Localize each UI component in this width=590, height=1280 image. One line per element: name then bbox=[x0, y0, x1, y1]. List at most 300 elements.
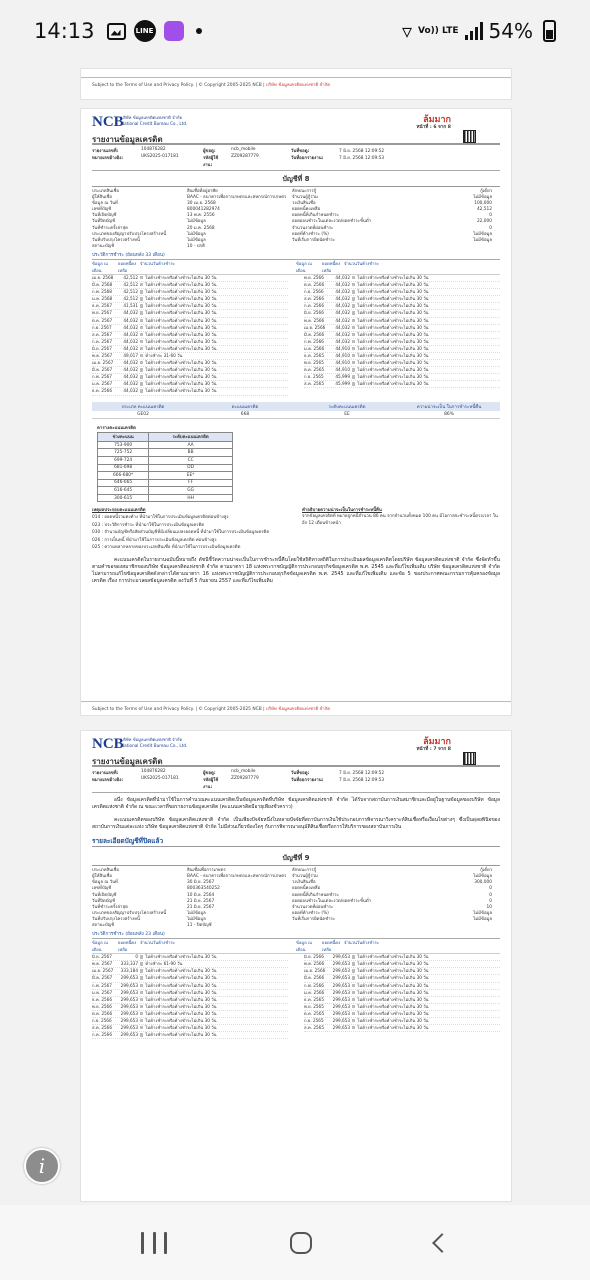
score-value: 668 bbox=[240, 411, 250, 417]
history-month: มิ.ย. 2566 bbox=[304, 310, 324, 316]
history-col-header: จำนวนวันค้างชำระ bbox=[344, 260, 379, 266]
credit-score-header bbox=[92, 402, 500, 411]
meta-value: 7 มิ.ย. 2568 12:09:52 bbox=[339, 771, 385, 776]
footer-link[interactable]: บริษัท ข้อมูลเครดิตแห่งชาติ จำกัด bbox=[266, 83, 331, 88]
field-label: วันที่ปรับปรุงโครงสร้างหนี้ bbox=[92, 916, 140, 922]
report-meta bbox=[92, 145, 500, 171]
field-label: สถานะบัญชี bbox=[92, 923, 115, 929]
field-label: ลักษณะการกู้ bbox=[292, 868, 317, 874]
history-status: ไม่ค้างชำระหรือค้างชำระไม่เกิน 30 วัน bbox=[140, 975, 288, 981]
history-month: พ.ย. 2566 bbox=[304, 274, 324, 280]
field-value: ไม่มีข้อมูล bbox=[187, 231, 206, 237]
field-value: สินเชื่อเพื่อการเกษตร bbox=[187, 868, 226, 874]
history-row bbox=[92, 353, 288, 360]
field-value: 11 - ปิดบัญชี bbox=[187, 923, 212, 929]
field-value bbox=[412, 923, 492, 929]
history-status: ไม่ค้างชำระหรือค้างชำระไม่เกิน 30 วัน bbox=[140, 968, 288, 974]
field-value: 10 มิ.ย. 2564 bbox=[187, 892, 215, 898]
history-month: มิ.ย. 2566 bbox=[304, 954, 324, 960]
account-fields bbox=[92, 189, 500, 250]
field-value: สินเชื่อที่อยู่อาศัย bbox=[187, 189, 218, 194]
history-balance: 44,032 bbox=[123, 388, 138, 394]
field-value: 100,000 bbox=[474, 201, 492, 207]
history-month: ก.พ. 2566 bbox=[304, 982, 324, 988]
history-balance: 299,653 bbox=[120, 1032, 138, 1038]
field-value bbox=[412, 244, 492, 250]
meta-label: วันที่ขอดู: bbox=[291, 771, 310, 776]
meta-value: ncb_mobile bbox=[231, 147, 256, 152]
history-status: ไม่ค้างชำระหรือค้างชำระไม่เกิน 30 วัน bbox=[140, 296, 288, 302]
history-month: ส.ค. 2565 bbox=[304, 1025, 325, 1031]
report-title: รายงานข้อมูลเครดิต bbox=[92, 755, 500, 767]
navigation-bar bbox=[0, 1205, 590, 1280]
history-month: ก.ค. 2566 bbox=[304, 303, 324, 309]
history-row bbox=[92, 997, 288, 1004]
field-label: ผู้ให้สินเชื่อ bbox=[92, 874, 112, 880]
history-status: ไม่ค้างชำระหรือค้างชำระไม่เกิน 30 วัน bbox=[352, 353, 500, 359]
history-row bbox=[304, 983, 500, 990]
history-status: ไม่ค้างชำระหรือค้างชำระไม่เกิน 30 วัน bbox=[140, 1032, 288, 1038]
history-balance: 299,653 bbox=[332, 954, 350, 960]
footer-link[interactable]: บริษัท ข้อมูลเครดิตแห่งชาติ จำกัด bbox=[266, 707, 331, 712]
grade-range: 725-752 bbox=[98, 449, 149, 457]
field-label: ประเภทสินเชื่อ bbox=[92, 868, 120, 874]
info-button[interactable]: i bbox=[24, 1148, 60, 1184]
field-label: สถานะบัญชี bbox=[92, 243, 115, 249]
history-balance: 44,910 bbox=[335, 367, 350, 373]
history-row bbox=[92, 346, 288, 353]
history-balance: 44,032 bbox=[123, 360, 138, 366]
history-row bbox=[92, 318, 288, 325]
history-month: พ.ค. 2567 bbox=[92, 961, 113, 967]
grade-col-range: ช่วงคะแนน bbox=[98, 432, 149, 441]
field-value: กู้เดี่ยว bbox=[480, 189, 492, 194]
history-balance: 44,032 bbox=[123, 374, 138, 380]
history-balance: 299,653 bbox=[332, 982, 350, 988]
history-balance: 44,032 bbox=[123, 381, 138, 387]
field-value: 21 มิ.ย. 2567 bbox=[187, 904, 215, 910]
history-month: พ.ย. 2565 bbox=[304, 1003, 324, 1009]
field-label: ยอดผ่อนชำระในแต่ละงวด/ยอดชำระขั้นต่ำ bbox=[292, 898, 372, 904]
history-month: ก.ย. 2566 bbox=[304, 289, 324, 295]
history-status: ไม่ค้างชำระหรือค้างชำระไม่เกิน 30 วัน bbox=[140, 388, 288, 394]
history-row bbox=[304, 318, 500, 325]
grade-range: 616-645 bbox=[98, 487, 149, 495]
page-number: หน้าที่ : 7 จาก 8 bbox=[416, 747, 451, 752]
status-bar bbox=[0, 0, 590, 62]
meta-value: 7 มิ.ย. 2568 12:09:52 bbox=[339, 149, 385, 154]
history-status: ไม่ค้างชำระหรือค้างชำระไม่เกิน 30 วัน bbox=[140, 346, 288, 352]
history-month: ธ.ค. 2565 bbox=[304, 996, 325, 1002]
history-status: ไม่ค้างชำระหรือค้างชำระไม่เกิน 30 วัน bbox=[352, 968, 500, 974]
history-balance: 299,653 bbox=[120, 982, 138, 988]
history-status: ไม่ค้างชำระหรือค้างชำระไม่เกิน 30 วัน bbox=[140, 282, 288, 288]
field-label: วันที่เริ่มการผิดนัดชำระ bbox=[292, 237, 336, 243]
history-balance: 299,653 bbox=[120, 1010, 138, 1016]
history-balance: 44,032 bbox=[123, 367, 138, 373]
field-value: BAAC - ธนาคารเพื่อการเกษตรและสหกรณ์การเกษตร bbox=[187, 195, 287, 201]
meta-value: ncb_mobile bbox=[231, 769, 256, 774]
reason-item: 023 : ประวัติการชำระ ที่นำมาใช้ในการประเมินข้อมูลเครดิต bbox=[92, 522, 205, 528]
field-label: ลักษณะการกู้ bbox=[292, 189, 317, 194]
history-row bbox=[304, 346, 500, 353]
field-value: กู้เดี่ยว bbox=[480, 868, 492, 874]
grade-level: HH bbox=[149, 494, 233, 502]
field-value: ไม่มีข้อมูล bbox=[473, 874, 492, 880]
history-month: พ.ย. 2565 bbox=[304, 360, 324, 366]
wifi-icon: ▿ bbox=[401, 19, 412, 43]
history-status: ไม่ค้างชำระหรือค้างชำระไม่เกิน 30 วัน bbox=[352, 983, 500, 989]
field-value: 0 bbox=[489, 225, 492, 231]
field-label: วงเงินสินเชื่อ bbox=[292, 880, 316, 886]
meta-label: ผู้ขอดู: bbox=[203, 771, 216, 776]
field-label: วันที่ชำระครั้งล่าสุด bbox=[92, 904, 128, 910]
probability-text: จากข้อมูลเครดิตที่ หมายถูกหนี้จำนวน 86 คน จากจำนวนทั้งหมด 100 คน มีโอกาสจะชำระหนี้ตรงเวลา ในอีก 12 เดือนข้างหน้า bbox=[302, 514, 498, 526]
reasons-title: เหตุผลประกอบคะแนนเครดิต bbox=[92, 508, 146, 514]
history-header bbox=[92, 260, 500, 275]
field-value: 30 เม.ย. 2568 bbox=[187, 201, 216, 207]
history-status: ไม่ค้างชำระหรือค้างชำระไม่เกิน 30 วัน bbox=[352, 381, 500, 387]
more-notifications-dot bbox=[196, 28, 202, 34]
field-label: ยอดผ่อนชำระในแต่ละงวด/ยอดชำระขั้นต่ำ bbox=[292, 219, 372, 225]
company-name: บริษัท ข้อมูลเครดิตแห่งชาติ จำกัด National Credit Bureau Co., Ltd. bbox=[121, 115, 188, 126]
company-name: บริษัท ข้อมูลเครดิตแห่งชาติ จำกัด National Credit Bureau Co., Ltd. bbox=[121, 737, 188, 748]
disclaimer-1: อนึ่ง ข้อมูลเครดิตที่นำมาใช้ในการคำนวณคะแนนเครดิตเป็นข้อมูลเครดิตที่บริษัท ข้อมูลเครดิตแห่งชาติ จำกัด ได้รับจากสถาบันการเงินสมาชิกและมีอยู่ในฐานข้อมูลของบริษัท ข้อมูลเครดิตแห่งชาติ จำกัด ณ ขณะเวลาที่ขอรายงานข้อมูลเครดิต (คะแนนเครดิตมีอายุเพียงชั่วคราว) bbox=[92, 797, 500, 811]
back-button[interactable] bbox=[432, 1233, 452, 1253]
history-balance: 44,032 bbox=[123, 324, 138, 330]
field-label: ประเภทสินเชื่อ bbox=[92, 189, 120, 194]
history-balance: 44,032 bbox=[123, 317, 138, 323]
meta-value: 104876282 bbox=[141, 769, 166, 774]
history-month: มิ.ย. 2567 bbox=[92, 954, 112, 960]
clock: 14:13 bbox=[34, 19, 95, 43]
report-meta bbox=[92, 767, 500, 793]
page-header bbox=[81, 731, 511, 755]
meta-label: ผู้ขอดู: bbox=[203, 149, 216, 154]
history-status: ไม่ค้างชำระหรือค้างชำระไม่เกิน 30 วัน bbox=[352, 318, 500, 324]
history-month: ส.ค. 2567 bbox=[92, 331, 113, 337]
history-row bbox=[92, 1004, 288, 1011]
history-month: มิ.ย. 2567 bbox=[92, 345, 112, 351]
meta-value: ZZ09287779 bbox=[231, 154, 259, 159]
history-month: ต.ค. 2567 bbox=[92, 317, 113, 323]
history-balance: 44,032 bbox=[335, 296, 350, 302]
field-label: ยอดหนี้คงเหลือ bbox=[292, 207, 321, 213]
history-row bbox=[92, 975, 288, 982]
history-col-header: ข้อมูล ณ เดือน bbox=[92, 260, 108, 273]
history-balance: 0 bbox=[135, 954, 138, 960]
report-page-7 bbox=[80, 730, 512, 1202]
recent-apps-button[interactable] bbox=[141, 1232, 167, 1254]
history-status: ไม่ค้างชำระหรือค้างชำระไม่เกิน 30 วัน bbox=[140, 374, 288, 380]
history-row bbox=[304, 332, 500, 339]
grade-level: DD bbox=[149, 464, 233, 472]
history-month: เม.ย. 2566 bbox=[304, 968, 326, 974]
history-status: ไม่ค้างชำระหรือค้างชำระไม่เกิน 30 วัน bbox=[352, 961, 500, 967]
history-status: ไม่ค้างชำระหรือค้างชำระไม่เกิน 30 วัน bbox=[352, 339, 500, 345]
grade-row bbox=[98, 479, 233, 487]
field-value: 0 bbox=[489, 898, 492, 904]
history-status: ไม่ค้างชำระหรือค้างชำระไม่เกิน 30 วัน bbox=[352, 1025, 500, 1031]
history-month: ต.ค. 2566 bbox=[92, 1010, 113, 1016]
field-value: ไม่มีข้อมูล bbox=[473, 231, 492, 237]
history-row bbox=[304, 310, 500, 317]
history-balance: 44,032 bbox=[335, 303, 350, 309]
history-balance: 333,184 bbox=[120, 968, 138, 974]
history-row bbox=[92, 1032, 288, 1039]
history-status: ไม่ค้างชำระหรือค้างชำระไม่เกิน 30 วัน bbox=[140, 339, 288, 345]
grade-range: 699-724 bbox=[98, 456, 149, 464]
account-fields bbox=[92, 868, 500, 929]
probability-title: คำอธิบายความน่าจะเป็นในการชำระหนี้คืน bbox=[302, 508, 382, 514]
history-month: ต.ค. 2565 bbox=[304, 1010, 325, 1016]
page-header bbox=[81, 109, 511, 133]
volte-indicator: Vo)) LTE bbox=[417, 25, 459, 36]
field-label: ประเภทของสัญญาปรับปรุงโครงสร้างหนี้ bbox=[92, 910, 167, 916]
grade-range: 753-900 bbox=[98, 441, 149, 449]
field-value: 300,000 bbox=[474, 880, 492, 886]
history-month: ก.พ. 2568 bbox=[92, 289, 112, 295]
grade-range: 300-615 bbox=[98, 494, 149, 502]
page-number: หน้าที่ : 6 จาก 8 bbox=[416, 125, 451, 130]
history-month: เม.ย. 2566 bbox=[304, 324, 326, 330]
field-value: 800363540252 bbox=[187, 886, 220, 892]
history-balance: 42,512 bbox=[123, 282, 138, 288]
history-balance: 44,032 bbox=[123, 345, 138, 351]
history-status: ไม่ค้างชำระหรือค้างชำระไม่เกิน 30 วัน bbox=[140, 303, 288, 309]
field-value: ไม่มีข้อมูล bbox=[187, 219, 206, 225]
field-value: 0 bbox=[489, 892, 492, 898]
history-balance: 299,653 bbox=[332, 1025, 350, 1031]
history-status: ไม่ค้างชำระหรือค้างชำระไม่เกิน 30 วัน bbox=[352, 990, 500, 996]
history-status: ไม่ค้างชำระหรือค้างชำระไม่เกิน 30 วัน bbox=[352, 303, 500, 309]
history-status: ไม่ค้างชำระหรือค้างชำระไม่เกิน 30 วัน bbox=[352, 325, 500, 331]
home-button[interactable] bbox=[290, 1232, 312, 1254]
history-row bbox=[92, 325, 288, 332]
qr-code-icon bbox=[464, 753, 475, 764]
meta-value: ZZ09287779 bbox=[231, 776, 259, 781]
history-balance: 44,910 bbox=[335, 345, 350, 351]
history-month: ม.ค. 2566 bbox=[304, 345, 325, 351]
history-status: ไม่ค้างชำระหรือค้างชำระไม่เกิน 30 วัน bbox=[352, 1004, 500, 1010]
meta-label: หมายเลขอ้างอิง: bbox=[92, 778, 124, 783]
history-col-header: ยอดหนี้คงเหลือ bbox=[118, 940, 137, 953]
score-col-header: ระดับคะแนนเครดิต bbox=[328, 404, 366, 410]
ncb-logo: NCB bbox=[92, 736, 124, 752]
history-status: ไม่ค้างชำระหรือค้างชำระไม่เกิน 30 วัน bbox=[140, 318, 288, 324]
field-label: ยอดที่ค้างชำระ (%) bbox=[292, 910, 329, 916]
previous-page-fragment bbox=[80, 68, 512, 100]
grade-level: EE* bbox=[149, 472, 233, 480]
meta-label: วันที่ออกรายงาน: bbox=[291, 778, 324, 783]
account-title: บัญชีที่ 9 bbox=[92, 850, 500, 866]
status-stamp: ล้มมาก bbox=[423, 737, 451, 747]
history-col-header: ยอดหนี้คงเหลือ bbox=[322, 940, 341, 953]
history-balance: 44,032 bbox=[335, 282, 350, 288]
field-value: 0 bbox=[489, 213, 492, 219]
credit-score-values bbox=[92, 411, 500, 419]
history-status: ไม่ค้างชำระหรือค้างชำระไม่เกิน 30 วัน bbox=[352, 275, 500, 281]
history-balance: 44,032 bbox=[335, 324, 350, 330]
history-row bbox=[92, 954, 288, 961]
history-status: ไม่ค้างชำระหรือค้างชำระไม่เกิน 30 วัน bbox=[140, 983, 288, 989]
history-balance: 44,032 bbox=[335, 274, 350, 280]
history-row bbox=[92, 332, 288, 339]
signal-icon bbox=[465, 22, 483, 40]
field-label: เลขที่บัญชี bbox=[92, 207, 112, 213]
meta-label: วันที่ออกรายงาน: bbox=[291, 156, 324, 161]
history-row bbox=[304, 975, 500, 982]
history-status: ไม่ค้างชำระหรือค้างชำระไม่เกิน 30 วัน bbox=[352, 332, 500, 338]
line-notification-icon: LINE bbox=[134, 20, 156, 42]
history-month: ก.พ. 2567 bbox=[92, 982, 112, 988]
history-row bbox=[304, 381, 500, 388]
history-right-column bbox=[304, 275, 500, 396]
ncb-logo: NCB bbox=[92, 114, 124, 130]
field-value: ไม่มีข้อมูล bbox=[473, 910, 492, 916]
grade-level: BB bbox=[149, 449, 233, 457]
history-balance: 299,653 bbox=[120, 1017, 138, 1023]
field-value: BAAC - ธนาคารเพื่อการเกษตรและสหกรณ์การเกษตร bbox=[187, 874, 287, 880]
history-status: ไม่ค้างชำระหรือค้างชำระไม่เกิน 30 วัน bbox=[352, 310, 500, 316]
history-balance: 45,999 bbox=[335, 381, 350, 387]
history-status: ไม่ค้างชำระหรือค้างชำระไม่เกิน 30 วัน bbox=[352, 367, 500, 373]
history-left-column bbox=[92, 275, 288, 396]
report-title: รายงานข้อมูลเครดิต bbox=[92, 133, 500, 145]
history-row bbox=[304, 1025, 500, 1032]
history-status: ค้างชำระ 61-90 วัน bbox=[140, 961, 288, 967]
history-row bbox=[92, 983, 288, 990]
history-balance: 299,653 bbox=[332, 961, 350, 967]
history-row bbox=[304, 990, 500, 997]
grade-row bbox=[98, 441, 233, 449]
history-balance: 44,032 bbox=[335, 317, 350, 323]
history-status: ไม่ค้างชำระหรือค้างชำระไม่เกิน 30 วัน bbox=[140, 997, 288, 1003]
history-header bbox=[92, 939, 500, 954]
grade-level: AA bbox=[149, 441, 233, 449]
field-value: 42,512 bbox=[476, 207, 492, 213]
meta-value: 104876282 bbox=[141, 147, 166, 152]
history-month: มี.ค. 2568 bbox=[92, 282, 113, 288]
history-month: ส.ค. 2565 bbox=[304, 381, 325, 387]
history-month: ส.ค. 2566 bbox=[92, 1025, 113, 1031]
battery-percent: 54% bbox=[488, 19, 533, 43]
history-balance: 299,653 bbox=[332, 968, 350, 974]
grade-table bbox=[97, 432, 233, 503]
field-label bbox=[292, 923, 412, 929]
history-month: พ.ย. 2567 bbox=[92, 310, 112, 316]
history-balance: 44,032 bbox=[123, 338, 138, 344]
history-col-header: ข้อมูล ณ เดือน bbox=[296, 260, 312, 273]
history-balance: 299,653 bbox=[120, 1003, 138, 1009]
field-label: ยอดหนี้คงเหลือ bbox=[292, 886, 321, 892]
history-row bbox=[304, 339, 500, 346]
history-row bbox=[92, 388, 288, 395]
history-balance: 333,337 bbox=[120, 961, 138, 967]
grade-row bbox=[98, 487, 233, 495]
score-reasons bbox=[92, 508, 500, 551]
field-value: ไม่มีข้อมูล bbox=[473, 916, 492, 922]
field-value: 30 มิ.ย. 2567 bbox=[187, 880, 215, 886]
history-month: ม.ค. 2567 bbox=[92, 381, 113, 387]
history-balance: 299,653 bbox=[120, 975, 138, 981]
gallery-notification-icon bbox=[107, 23, 126, 40]
meta-label: หมายเลขอ้างอิง: bbox=[92, 156, 124, 161]
history-month: พ.ย. 2566 bbox=[92, 1003, 112, 1009]
history-balance: 299,653 bbox=[120, 1025, 138, 1031]
history-month: ก.ย. 2566 bbox=[92, 1017, 112, 1023]
history-month: ธ.ค. 2566 bbox=[92, 996, 113, 1002]
score-value: EE bbox=[344, 411, 350, 417]
field-value: ไม่มีข้อมูล bbox=[473, 195, 492, 201]
reason-item: 026 : การเป็นหนี้ ที่นำมาใช้ในการประเมินข้อมูลเครดิต ค่อนข้างสูง bbox=[92, 537, 217, 543]
history-month: ต.ค. 2566 bbox=[304, 282, 325, 288]
history-status: ไม่ค้างชำระหรือค้างชำระไม่เกิน 30 วัน bbox=[140, 289, 288, 295]
history-status: ไม่ค้างชำระหรือค้างชำระไม่เกิน 30 วัน bbox=[140, 310, 288, 316]
history-status: ไม่ค้างชำระหรือค้างชำระไม่เกิน 30 วัน bbox=[140, 990, 288, 996]
grade-row bbox=[98, 464, 233, 472]
history-month: พ.ค. 2567 bbox=[92, 352, 113, 358]
history-row bbox=[304, 353, 500, 360]
history-status: ไม่ค้างชำระหรือค้างชำระไม่เกิน 30 วัน bbox=[140, 1018, 288, 1024]
history-status: ไม่ค้างชำระหรือค้างชำระไม่เกิน 30 วัน bbox=[352, 282, 500, 288]
meta-value: 7 มิ.ย. 2568 12:09:53 bbox=[339, 778, 385, 783]
qr-code-icon bbox=[464, 131, 475, 142]
score-col-header: ความน่าจะเป็น ในการชำระหนี้คืน bbox=[416, 404, 482, 410]
history-row bbox=[304, 1011, 500, 1018]
reason-item: 025 : ความหลากหลายของประเภทสินเชื่อ ที่นำมาใช้ในการประเมินข้อมูลเครดิต bbox=[92, 545, 241, 551]
history-balance: 42,512 bbox=[123, 274, 138, 280]
history-col-header: ข้อมูล ณ เดือน bbox=[92, 940, 108, 953]
field-label: วันที่ชำระครั้งล่าสุด bbox=[92, 225, 128, 231]
history-status: ไม่ค้างชำระหรือค้างชำระไม่เกิน 30 วัน bbox=[140, 954, 288, 960]
field-label: จำนวนผู้กู้ร่วม bbox=[292, 195, 318, 201]
report-page-6 bbox=[80, 108, 512, 716]
history-status: ไม่ค้างชำระหรือค้างชำระไม่เกิน 30 วัน bbox=[352, 289, 500, 295]
field-value: 10 bbox=[486, 904, 492, 910]
history-month: เม.ย. 2567 bbox=[92, 360, 114, 366]
meta-label: รายงานเลขที่: bbox=[92, 149, 119, 154]
history-row bbox=[92, 339, 288, 346]
grade-level: CC bbox=[149, 456, 233, 464]
history-month: ม.ค. 2566 bbox=[304, 989, 325, 995]
history-status: ไม่ค้างชำระหรือค้างชำระไม่เกิน 30 วัน bbox=[140, 381, 288, 387]
field-label: วงเงินสินเชื่อ bbox=[292, 201, 316, 207]
history-col-header: ยอดหนี้คงเหลือ bbox=[118, 260, 137, 273]
history-status: ไม่ค้างชำระหรือค้างชำระไม่เกิน 30 วัน bbox=[140, 332, 288, 338]
reason-item: 014 : ยอดหนี้รวมคงค้าง ที่นำมาใช้ในการประเมินข้อมูลเครดิตค่อนข้างสูง bbox=[92, 515, 229, 521]
field-value: 21 มิ.ย. 2567 bbox=[187, 898, 215, 904]
disclaimer-2: คะแนนเครดิตของบริษัท ข้อมูลเครดิตแห่งชาติ จำกัด เป็นเพียงปัจจัยหนึ่งในหลายปัจจัยที่สถาบันการเงินใช้ประกอบการพิจารณาวิเคราะห์สินเชื่อหรือเงื่อนไขต่างๆ ซึ่งเป็นดุลยพินิจของสถาบันการเงินแต่ละแห่ง บริษัท ข้อมูลเครดิตแห่งชาติ จำกัด ไม่มีส่วนเกี่ยวข้องใดๆ กับการพิจารณาอนุมัติสินเชื่อหรือการให้บริการของสถาบันการเงิน bbox=[92, 816, 500, 830]
history-balance: 299,653 bbox=[120, 996, 138, 1002]
history-balance: 42,512 bbox=[123, 289, 138, 295]
field-label: ประเภทของสัญญาปรับปรุงโครงสร้างหนี้ bbox=[92, 231, 167, 237]
history-status: ไม่ค้างชำระหรือค้างชำระไม่เกิน 30 วัน bbox=[140, 1011, 288, 1017]
meta-value: UKS2025-017181 bbox=[141, 154, 179, 159]
history-month: เม.ย. 2568 bbox=[92, 274, 114, 280]
history-balance: 44,032 bbox=[123, 310, 138, 316]
history-status: ค้างชำระ 31-60 วัน bbox=[140, 353, 288, 359]
history-month: ก.ย. 2565 bbox=[304, 374, 324, 380]
history-balance: 44,032 bbox=[335, 289, 350, 295]
history-month: ก.ค. 2567 bbox=[92, 338, 112, 344]
history-col-header: ยอดหนี้คงเหลือ bbox=[322, 260, 341, 273]
field-label: วันที่เปิดบัญชี bbox=[92, 892, 117, 898]
history-month: ม.ค. 2567 bbox=[92, 989, 113, 995]
history-month: ธ.ค. 2565 bbox=[304, 352, 325, 358]
history-month: ก.ย. 2565 bbox=[304, 1017, 324, 1023]
grade-table-title: ตารางคะแนนเครดิต bbox=[97, 425, 136, 431]
